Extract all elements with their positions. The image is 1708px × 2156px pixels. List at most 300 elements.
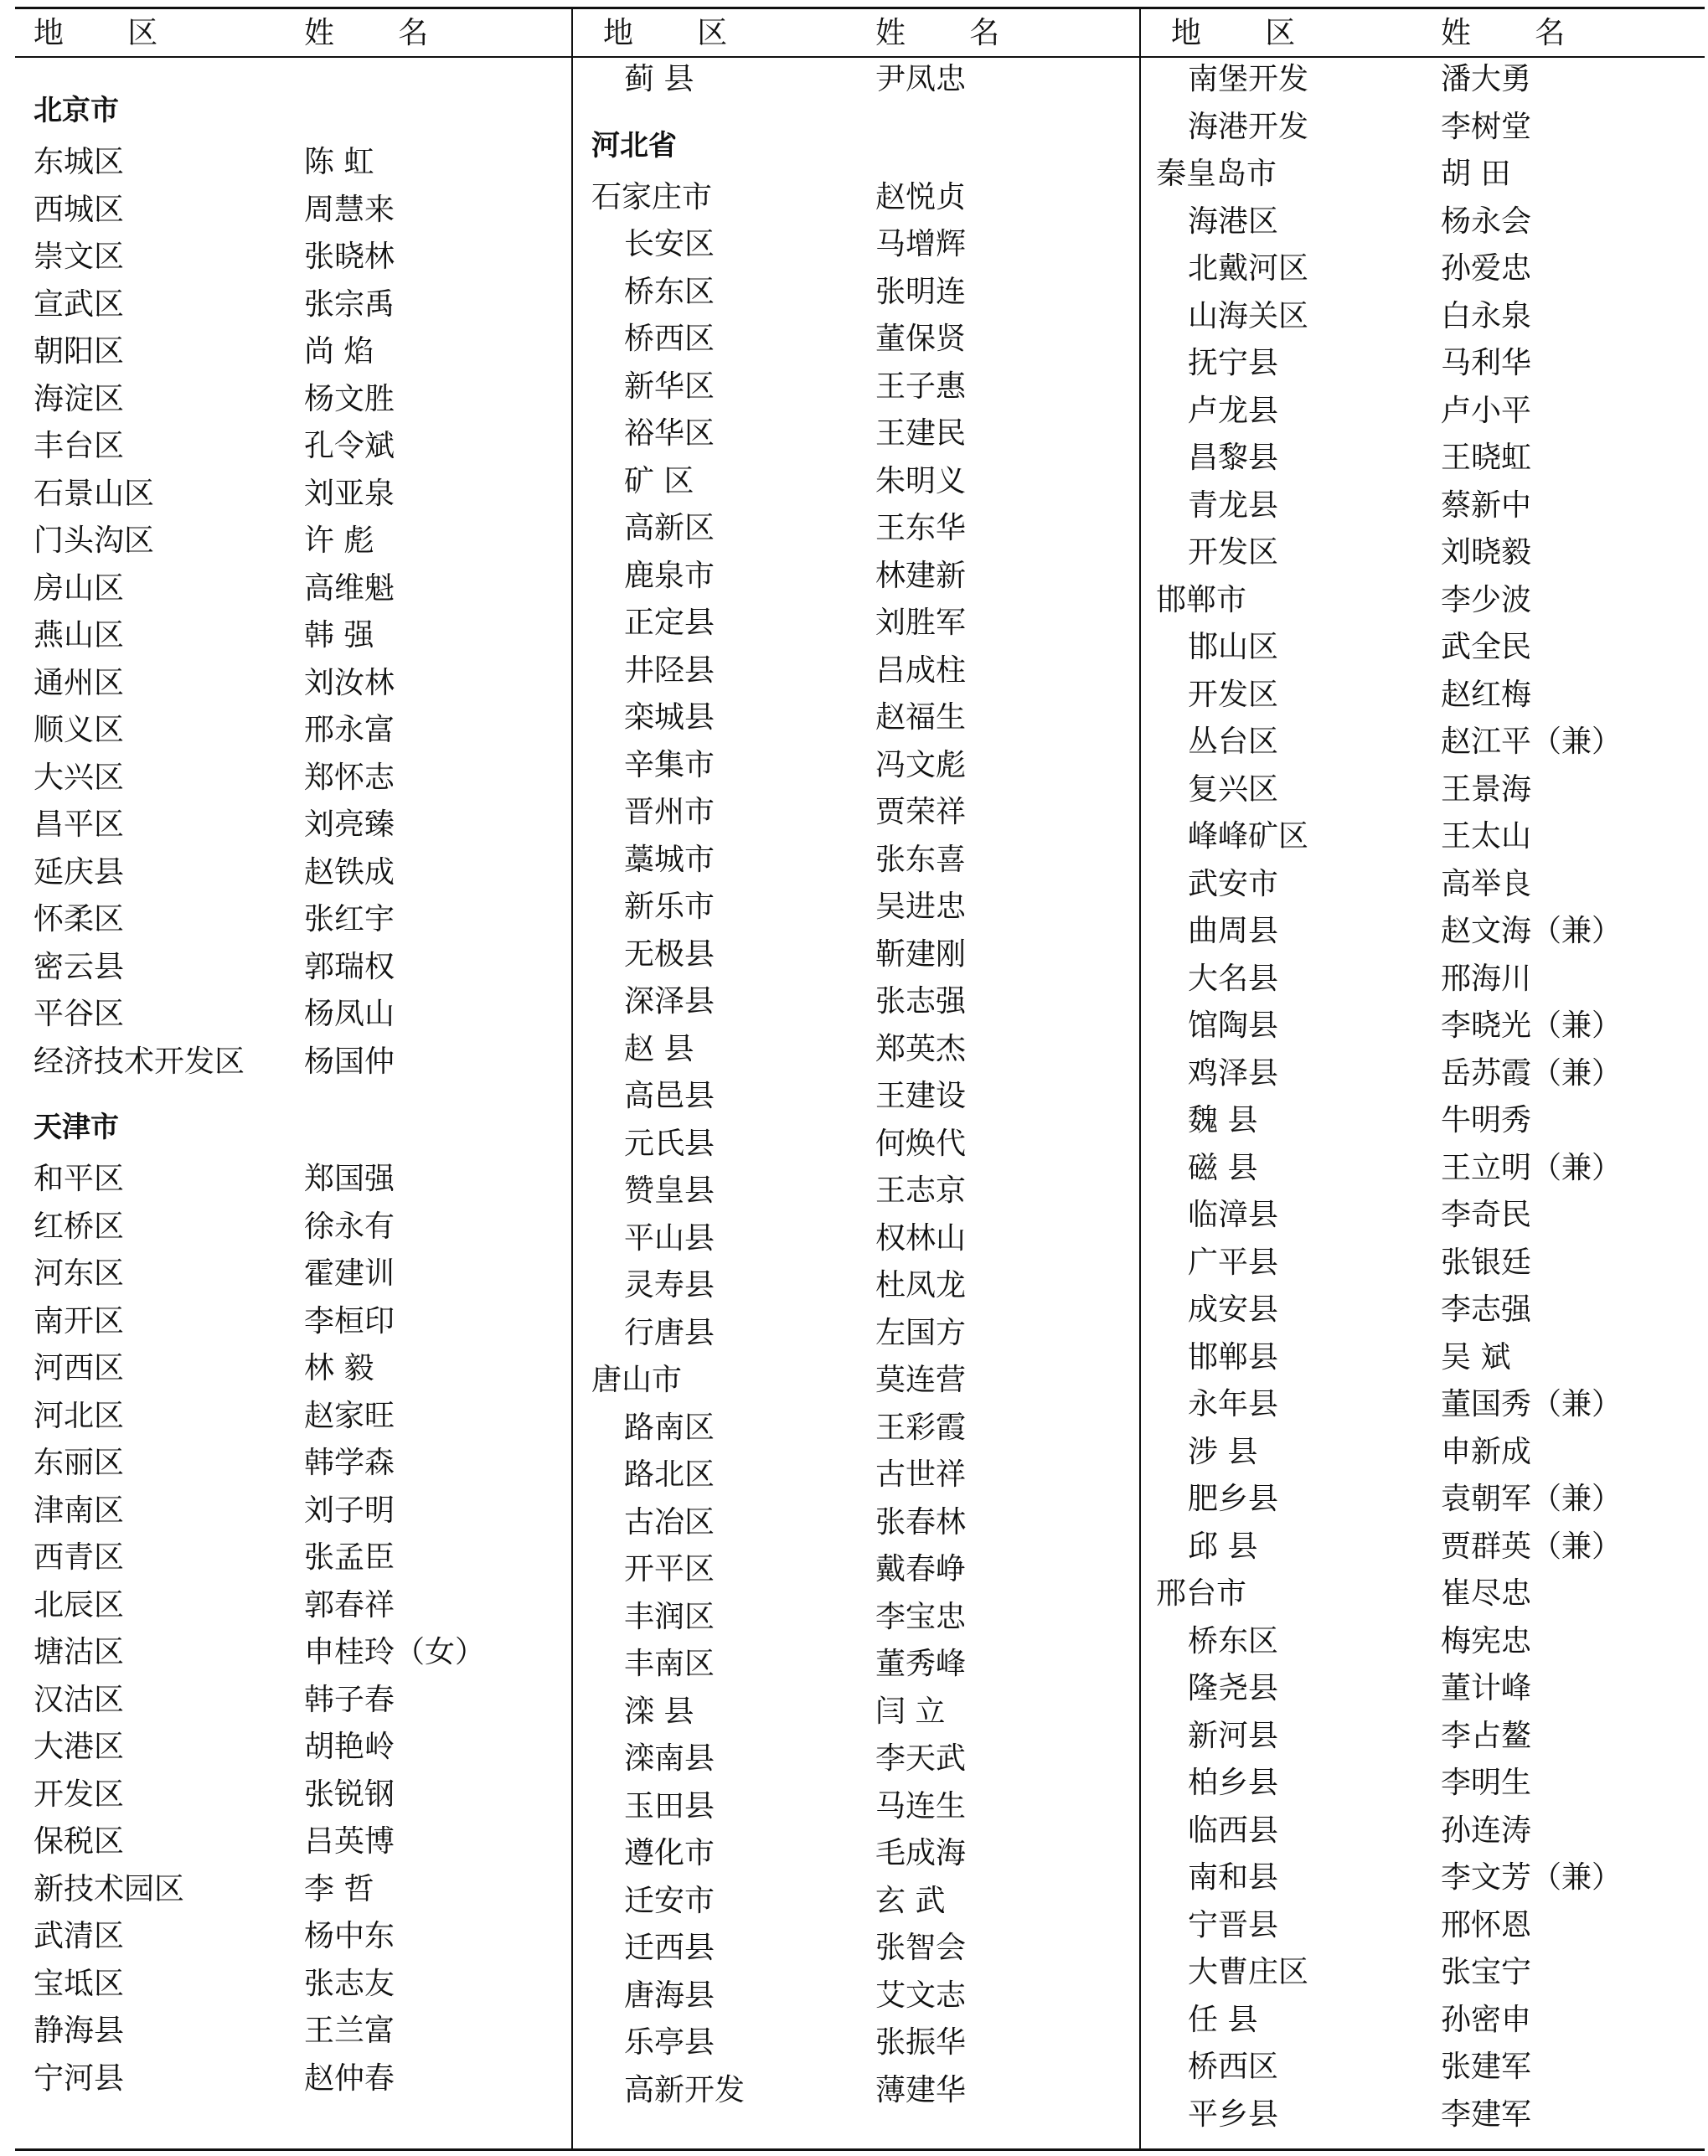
region-cell: 晋州市 (624, 795, 715, 829)
column-rows (15, 56, 571, 2102)
column-header (15, 7, 571, 56)
region-cell: 青龙县 (1188, 487, 1279, 523)
table-row (1141, 719, 1705, 766)
table-row (1141, 813, 1705, 861)
name-cell: 董秀峰 (875, 1647, 967, 1681)
table-row (573, 553, 1139, 601)
name-cell: 袁朝军（兼） (1441, 1482, 1623, 1516)
region-cell: 古冶区 (624, 1504, 715, 1540)
region-cell: 北辰区 (34, 1587, 125, 1622)
table-row (1141, 104, 1705, 152)
name-cell: 马连生 (875, 1788, 967, 1823)
region-cell: 石家庄市 (591, 179, 713, 214)
name-cell: 张振华 (875, 2025, 967, 2060)
name-cell: 孔令斌 (304, 429, 395, 463)
region-cell: 临西县 (1188, 1813, 1279, 1848)
region-header: 地 区 (603, 16, 755, 50)
table-row (1141, 1997, 1705, 2045)
region-cell: 保税区 (34, 1824, 125, 1859)
region-cell: 鸡泽县 (1188, 1055, 1279, 1091)
name-cell: 林 毅 (304, 1351, 374, 1385)
name-cell: 郭瑞权 (304, 949, 395, 984)
region-cell: 新河县 (1188, 1718, 1279, 1753)
name-cell: 赵家旺 (304, 1398, 395, 1433)
table-row (573, 884, 1139, 931)
name-cell: 杨文胜 (304, 381, 395, 416)
table-row (1141, 388, 1705, 436)
name-cell: 王东华 (875, 511, 967, 545)
column-header (1141, 7, 1705, 56)
name-cell: 邢永富 (304, 713, 395, 747)
table-row (15, 139, 571, 187)
region-cell: 武清区 (34, 1919, 125, 1953)
table-row (15, 1582, 571, 1630)
table-row (573, 410, 1139, 458)
name-cell: 权林山 (875, 1220, 967, 1256)
province-name: 北京市 (34, 94, 119, 127)
region-cell: 丛台区 (1188, 725, 1279, 759)
table-row (15, 423, 571, 471)
name-cell: 蔡新中 (1441, 487, 1532, 523)
region-cell: 大港区 (34, 1730, 125, 1764)
name-cell: 靳建刚 (875, 936, 967, 972)
region-cell: 通州区 (34, 665, 125, 700)
table-row (15, 518, 571, 565)
region-cell: 山海关区 (1188, 298, 1309, 333)
region-cell: 海港开发 (1188, 109, 1309, 144)
table-row (1141, 1003, 1705, 1050)
region-cell: 经济技术开发区 (34, 1044, 245, 1079)
region-cell: 成安县 (1188, 1292, 1279, 1327)
table-row (15, 1298, 571, 1346)
table-row (15, 1961, 571, 2009)
name-cell: 申新成 (1441, 1434, 1532, 1469)
name-cell: 刘晓毅 (1441, 535, 1532, 570)
region-cell: 藁城市 (624, 842, 715, 877)
name-cell: 林建新 (875, 558, 967, 593)
table-row (15, 187, 571, 235)
region-cell: 复兴区 (1188, 771, 1279, 807)
table-row (1141, 435, 1705, 482)
name-cell: 霍建训 (304, 1256, 395, 1291)
name-cell: 高举良 (1441, 866, 1532, 901)
table-row (573, 1452, 1139, 1499)
name-cell: 王子惠 (875, 369, 967, 404)
region-cell: 裕华区 (624, 416, 715, 451)
region-cell: 灵寿县 (624, 1268, 715, 1302)
table-row (573, 1736, 1139, 1783)
name-cell: 杨永会 (1441, 204, 1532, 239)
table-row (573, 1310, 1139, 1358)
table-row (1141, 1334, 1705, 1382)
table-row (15, 1772, 571, 1819)
name-cell: 邢怀恩 (1441, 1907, 1532, 1942)
name-cell: 刘子明 (304, 1493, 395, 1528)
table-row (1141, 151, 1705, 199)
region-cell: 辛集市 (624, 747, 715, 782)
name-cell: 李文芳（兼） (1441, 1860, 1623, 1895)
table-row (15, 565, 571, 613)
name-cell: 贾群英（兼） (1441, 1529, 1623, 1564)
name-cell: 张明连 (875, 274, 967, 309)
region-cell: 开发区 (1188, 535, 1279, 570)
name-cell: 李桓印 (304, 1303, 395, 1338)
table-row (1141, 1381, 1705, 1429)
region-cell: 隆尧县 (1188, 1671, 1279, 1705)
name-cell: 徐永有 (304, 1209, 395, 1244)
name-cell: 董保贤 (875, 322, 967, 356)
name-cell: 张宝宁 (1441, 1955, 1532, 1989)
region-cell: 昌黎县 (1188, 441, 1279, 475)
table-row (1141, 1192, 1705, 1240)
table-row (573, 694, 1139, 742)
table-row (15, 1534, 571, 1582)
table-row (1141, 1571, 1705, 1618)
table-row (573, 221, 1139, 269)
table-row (1141, 1854, 1705, 1902)
region-cell: 蓟 县 (624, 62, 694, 96)
region-cell: 平山县 (624, 1220, 715, 1256)
table-row (1141, 1097, 1705, 1145)
region-cell: 桥西区 (624, 322, 715, 356)
column-rows (573, 56, 1139, 2114)
table-row (1141, 1760, 1705, 1808)
name-cell: 王建民 (875, 416, 967, 451)
region-cell: 河东区 (34, 1256, 125, 1291)
name-cell: 李占鳌 (1441, 1718, 1532, 1753)
region-cell: 赞皇县 (624, 1173, 715, 1208)
name-cell: 潘大勇 (1441, 62, 1532, 96)
name-cell: 张志强 (875, 984, 967, 1019)
table-row (1141, 245, 1705, 293)
name-cell: 许 彪 (304, 524, 374, 558)
table-row (15, 376, 571, 424)
province-name: 天津市 (34, 1111, 119, 1144)
region-cell: 邢台市 (1156, 1576, 1247, 1611)
region-cell: 海港区 (1188, 204, 1279, 239)
table-row (1141, 1618, 1705, 1666)
table-row (15, 1204, 571, 1251)
name-cell: 牛明秀 (1441, 1103, 1532, 1137)
region-cell: 大曹庄区 (1188, 1955, 1309, 1989)
name-cell: 张锐钢 (304, 1777, 395, 1812)
table-row (573, 1689, 1139, 1736)
name-cell: 薄建华 (875, 2072, 967, 2107)
name-header: 姓 名 (875, 16, 1027, 50)
region-cell: 栾城县 (624, 700, 715, 735)
region-cell: 高邑县 (624, 1079, 715, 1113)
region-cell: 南和县 (1188, 1860, 1279, 1895)
table-row (15, 707, 571, 755)
table-row (573, 1546, 1139, 1594)
name-cell: 玄 武 (875, 1883, 946, 1918)
name-cell: 王建设 (875, 1079, 967, 1113)
name-cell: 李 哲 (304, 1871, 374, 1906)
region-cell: 邱 县 (1188, 1529, 1258, 1564)
region-cell: 丰台区 (34, 429, 125, 463)
table-row (1141, 1429, 1705, 1477)
table-row (573, 1357, 1139, 1405)
region-cell: 崇文区 (34, 240, 125, 274)
region-cell: 魏 县 (1188, 1103, 1258, 1137)
region-cell: 平谷区 (34, 997, 125, 1031)
name-cell: 刘亮臻 (304, 807, 395, 842)
region-cell: 遵化市 (624, 1836, 715, 1870)
table-row (573, 1215, 1139, 1263)
table-row (1141, 1902, 1705, 1950)
region-cell: 滦南县 (624, 1741, 715, 1776)
region-cell: 新华区 (624, 369, 715, 404)
region-cell: 峰峰矿区 (1188, 819, 1309, 854)
name-cell: 马增辉 (875, 227, 967, 261)
table-row (15, 1156, 571, 1204)
table-row (15, 991, 571, 1039)
name-cell: 闫 立 (875, 1694, 946, 1729)
table-row (1141, 672, 1705, 720)
name-cell: 李奇民 (1441, 1198, 1532, 1232)
region-cell: 东丽区 (34, 1446, 125, 1480)
name-cell: 张银廷 (1441, 1245, 1532, 1280)
region-cell: 鹿泉市 (624, 558, 715, 593)
region-cell: 永年县 (1188, 1387, 1279, 1421)
table-row (1141, 1145, 1705, 1193)
table-row (1141, 624, 1705, 672)
region-cell: 新乐市 (624, 890, 715, 924)
region-cell: 高新开发 (624, 2072, 746, 2107)
table-row (1141, 861, 1705, 909)
name-cell: 冯文彪 (875, 747, 967, 782)
table-row (1141, 1476, 1705, 1524)
name-cell: 张宗禹 (304, 286, 395, 322)
table-row (15, 234, 571, 281)
table-row (1141, 577, 1705, 625)
table-row (15, 896, 571, 944)
region-cell: 磁 县 (1188, 1150, 1258, 1185)
region-cell: 红桥区 (34, 1209, 125, 1244)
name-cell: 杨中东 (304, 1919, 395, 1953)
region-cell: 元氏县 (624, 1126, 715, 1161)
region-cell: 南堡开发 (1188, 62, 1309, 96)
region-cell: 大名县 (1188, 961, 1279, 996)
table-row (15, 328, 571, 376)
region-cell: 路南区 (624, 1410, 715, 1445)
name-cell: 吕英博 (304, 1824, 395, 1859)
region-cell: 宁河县 (34, 2061, 125, 2096)
table-row (15, 944, 571, 992)
table-row (1141, 2092, 1705, 2139)
name-cell: 梅宪忠 (1441, 1623, 1532, 1658)
table-row (573, 1594, 1139, 1642)
region-cell: 石景山区 (34, 476, 155, 511)
name-cell: 吕成柱 (875, 652, 967, 688)
region-cell: 秦皇岛市 (1156, 157, 1277, 191)
name-cell: 刘胜军 (875, 606, 967, 640)
table-row (15, 1393, 571, 1441)
name-cell: 张春林 (875, 1504, 967, 1540)
table-row (573, 1073, 1139, 1121)
name-cell: 张建军 (1441, 2050, 1532, 2084)
name-header: 姓 名 (1441, 16, 1592, 50)
table-column-1 (15, 7, 571, 2148)
region-cell: 宁晋县 (1188, 1907, 1279, 1942)
name-cell: 戴春峥 (875, 1552, 967, 1586)
table-row (15, 660, 571, 708)
table-row (15, 2055, 571, 2103)
table-row (15, 1913, 571, 1961)
region-cell: 正定县 (624, 606, 715, 640)
name-cell: 赵福生 (875, 700, 967, 735)
table-row (573, 1783, 1139, 1831)
name-cell: 白永泉 (1441, 298, 1532, 333)
table-row (15, 471, 571, 518)
table-row (573, 1262, 1139, 1310)
name-cell: 艾文志 (875, 1978, 967, 2013)
region-cell: 邯山区 (1188, 630, 1279, 664)
table-row (1141, 56, 1705, 104)
region-cell: 丰南区 (624, 1647, 715, 1681)
table-row (573, 505, 1139, 553)
region-cell: 西青区 (34, 1540, 125, 1575)
region-cell: 昌平区 (34, 807, 125, 842)
region-cell: 广平县 (1188, 1245, 1279, 1280)
name-cell: 韩子春 (304, 1682, 395, 1717)
name-cell: 周慧来 (304, 192, 395, 227)
table-row (573, 600, 1139, 647)
region-cell: 玉田县 (624, 1788, 715, 1823)
region-cell: 海淀区 (34, 381, 125, 416)
table-row (1141, 908, 1705, 956)
table-row (1141, 1665, 1705, 1713)
name-cell: 古世祥 (875, 1457, 967, 1492)
table-row (15, 1488, 571, 1535)
region-cell: 顺义区 (34, 713, 125, 747)
region-cell: 矿 区 (624, 463, 694, 498)
table-row (573, 1878, 1139, 1926)
name-cell: 王兰富 (304, 2014, 395, 2048)
region-cell: 武安市 (1188, 866, 1279, 901)
name-cell: 崔尽忠 (1441, 1576, 1532, 1611)
region-cell: 丰润区 (624, 1599, 715, 1634)
name-cell: 张智会 (875, 1931, 967, 1965)
name-cell: 张孟臣 (304, 1540, 395, 1575)
table-row (573, 1026, 1139, 1074)
name-cell: 卢小平 (1441, 393, 1532, 428)
name-cell: 孙密申 (1441, 2002, 1532, 2037)
table-row (1141, 482, 1705, 530)
column-rows (1141, 56, 1705, 2138)
name-cell: 胡艳岭 (304, 1730, 395, 1764)
region-cell: 宣武区 (34, 286, 125, 322)
region-cell: 房山区 (34, 570, 125, 606)
table-row (1141, 199, 1705, 246)
name-cell: 张红宇 (304, 902, 395, 936)
name-cell: 孙连涛 (1441, 1813, 1532, 1848)
region-cell: 唐海县 (624, 1978, 715, 2013)
region-cell: 赵 县 (624, 1031, 694, 1066)
name-cell: 李少波 (1441, 582, 1532, 617)
name-cell: 董计峰 (1441, 1671, 1532, 1705)
region-cell: 迁安市 (624, 1883, 715, 1918)
region-cell: 深泽县 (624, 984, 715, 1019)
region-cell: 邯郸县 (1188, 1339, 1279, 1375)
table-row (15, 849, 571, 897)
table-row (573, 1973, 1139, 2020)
region-cell: 临漳县 (1188, 1198, 1279, 1232)
region-cell: 路北区 (624, 1457, 715, 1492)
region-cell: 和平区 (34, 1162, 125, 1196)
table-row (1141, 340, 1705, 388)
table-row (15, 1818, 571, 1866)
name-cell: 武全民 (1441, 630, 1532, 664)
table-row (15, 281, 571, 329)
name-cell: 莫连营 (875, 1363, 967, 1397)
province-heading (15, 1086, 571, 1156)
region-cell: 门头沟区 (34, 524, 155, 558)
name-cell: 吴 斌 (1441, 1339, 1511, 1375)
region-cell: 宝坻区 (34, 1966, 125, 2001)
region-cell: 曲周县 (1188, 914, 1279, 948)
name-cell: 邢海川 (1441, 961, 1532, 996)
name-cell: 王晓虹 (1441, 441, 1532, 475)
table-column-3 (1141, 7, 1705, 2148)
table-row (1141, 1808, 1705, 1855)
name-cell: 马利华 (1441, 346, 1532, 380)
name-cell: 张东喜 (875, 842, 967, 877)
table-row (15, 1629, 571, 1677)
name-cell: 赵铁成 (304, 854, 395, 890)
name-cell: 胡 田 (1441, 157, 1511, 191)
name-cell: 李树堂 (1441, 109, 1532, 144)
column-header (573, 7, 1139, 56)
region-cell: 开发区 (1188, 677, 1279, 712)
region-cell: 静海县 (34, 2014, 125, 2048)
table-row (15, 1866, 571, 1914)
name-cell: 王太山 (1441, 819, 1532, 854)
name-cell: 郑怀志 (304, 760, 395, 795)
region-cell: 延庆县 (34, 854, 125, 890)
table-row (573, 837, 1139, 885)
table-row (15, 612, 571, 660)
region-cell: 南开区 (34, 1303, 125, 1338)
region-cell: 卢龙县 (1188, 393, 1279, 428)
name-cell: 吴进忠 (875, 890, 967, 924)
region-header: 地 区 (34, 16, 185, 50)
name-cell: 李天武 (875, 1741, 967, 1776)
table-row (573, 2019, 1139, 2067)
province-heading (573, 104, 1139, 174)
table-row (573, 174, 1139, 222)
table-row (573, 1168, 1139, 1215)
name-cell: 岳苏霞（兼） (1441, 1055, 1623, 1091)
region-cell: 肥乡县 (1188, 1482, 1279, 1516)
table-column-2 (573, 7, 1139, 2148)
table-row (573, 364, 1139, 411)
table-row (1141, 1240, 1705, 1287)
table-row (1141, 529, 1705, 577)
name-cell: 张晓林 (304, 240, 395, 274)
name-cell: 董国秀（兼） (1441, 1387, 1623, 1421)
table-row (1141, 1713, 1705, 1761)
name-cell: 赵仲春 (304, 2061, 395, 2096)
name-cell: 尹凤忠 (875, 62, 967, 96)
table-row (573, 2067, 1139, 2115)
name-cell: 高维魁 (304, 570, 395, 606)
table-row (573, 1641, 1139, 1689)
region-cell: 馆陶县 (1188, 1008, 1279, 1043)
name-cell: 王立明（兼） (1441, 1150, 1623, 1185)
region-cell: 东城区 (34, 145, 125, 179)
region-cell: 桥东区 (1188, 1623, 1279, 1658)
